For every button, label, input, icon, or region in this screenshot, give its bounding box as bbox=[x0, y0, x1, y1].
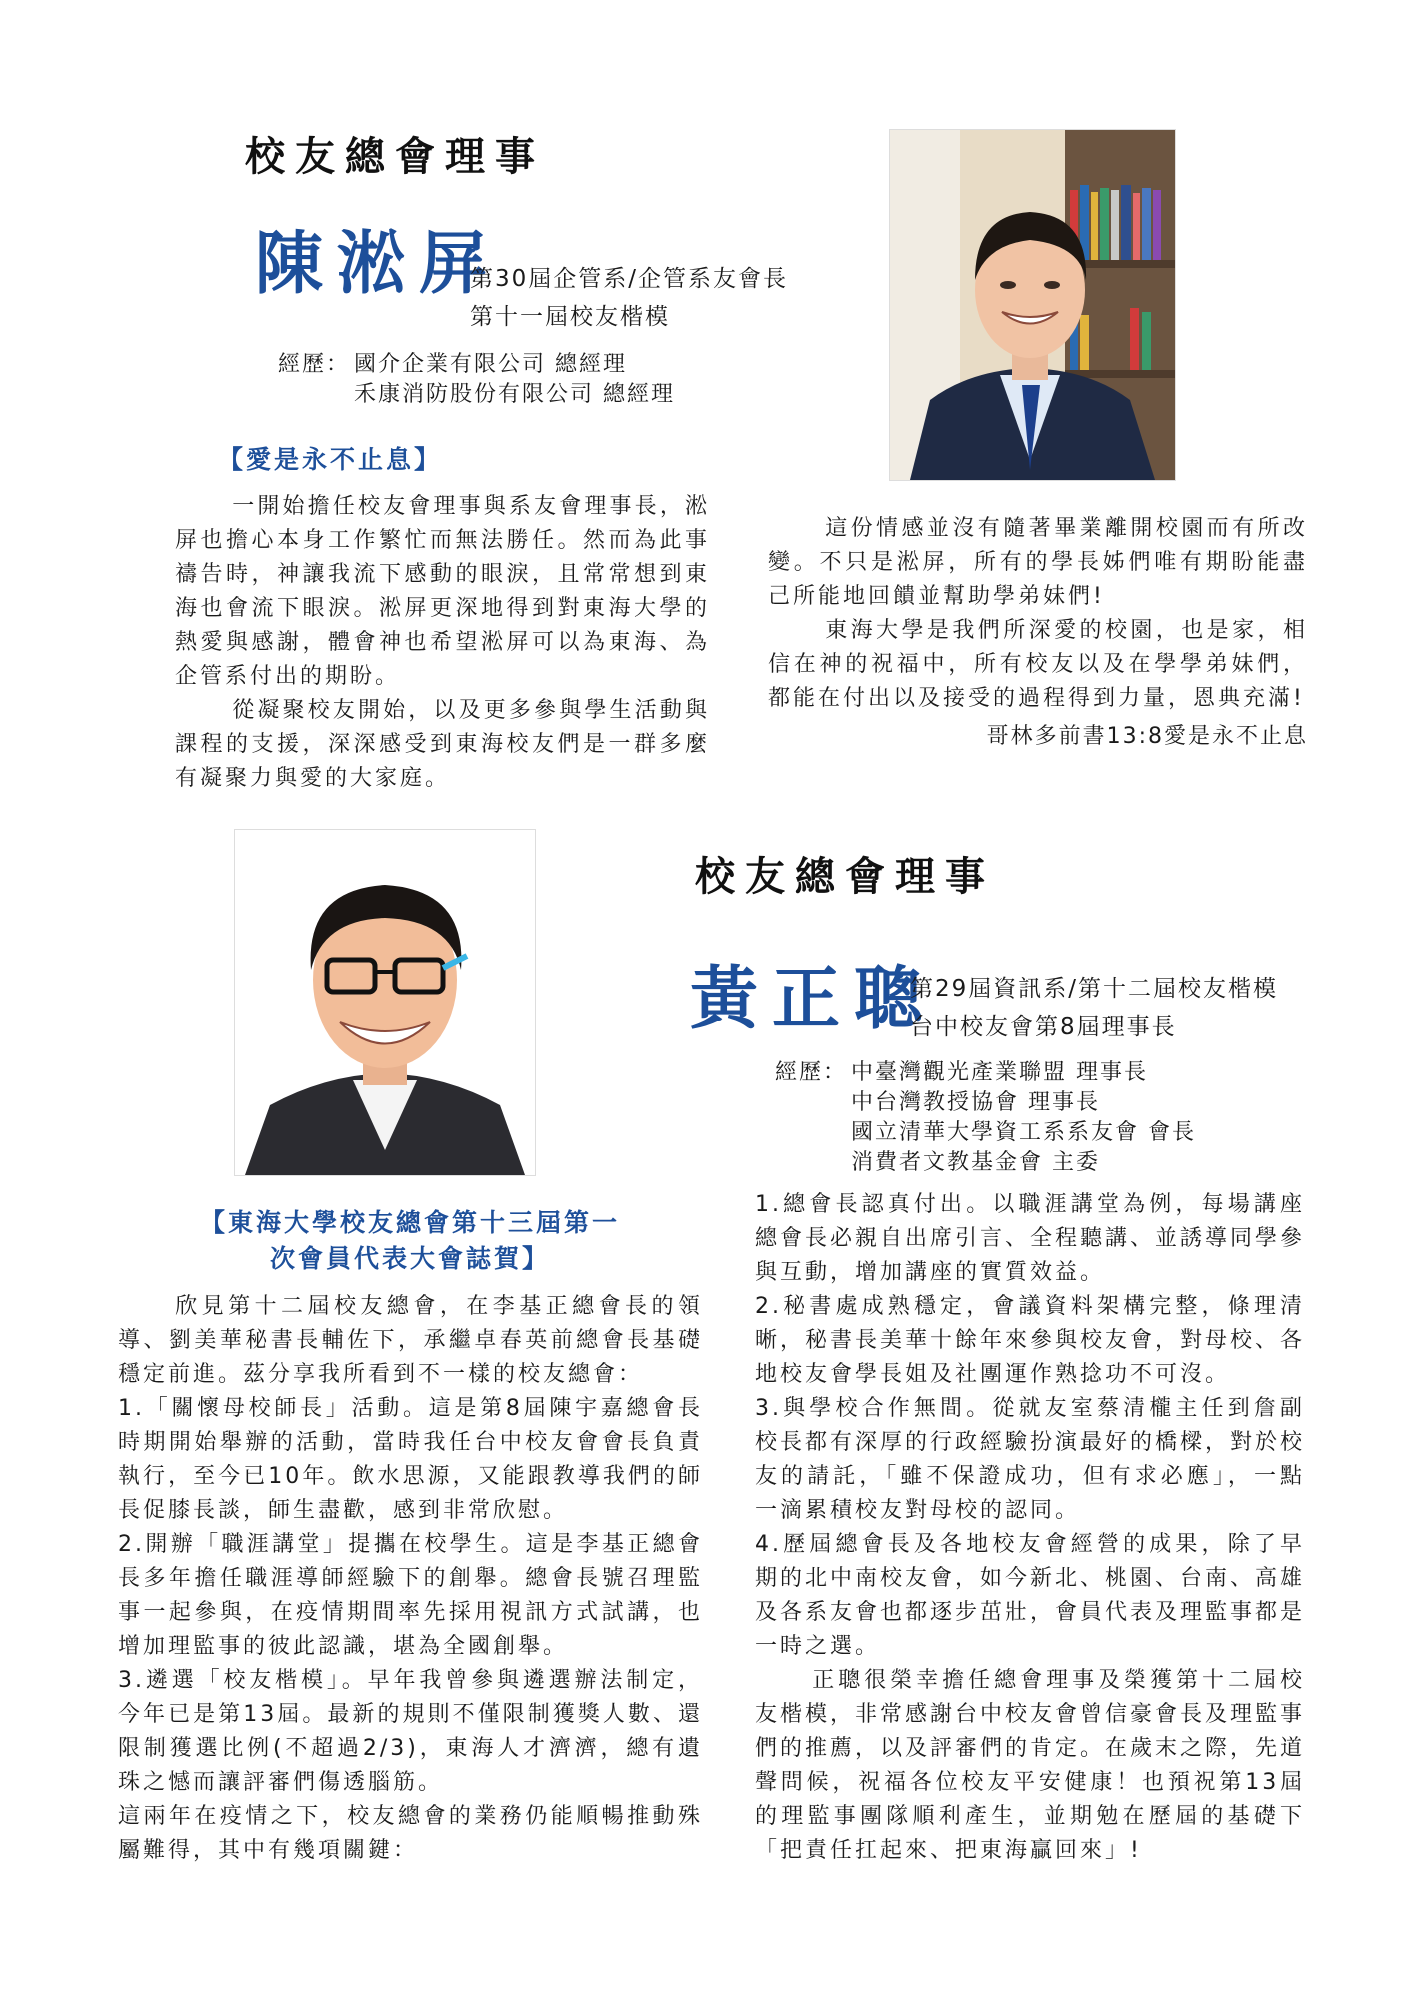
paragraph: 這兩年在疫情之下，校友總會的業務仍能順暢推動殊屬難得，其中有幾項關鍵： bbox=[118, 1804, 703, 1863]
paragraph: 欣見第十二屆校友總會，在李基正總會長的領導、劉美華秘書長輔佐下，承繼卓春英前總會長基礎穩定前進。茲分享我所看到不一樣的校友總會： bbox=[118, 1294, 703, 1387]
profile-subtitle-2 bbox=[910, 970, 1278, 1046]
article-1-right-column bbox=[768, 512, 1308, 754]
paragraph: 4.歷屆總會長及各地校友會經營的成果，除了早期的北中南校友會，如今新北、桃園、台南、高雄及各系友會也都逐步茁壯，會員代表及理監事都是一時之選。 bbox=[755, 1532, 1306, 1659]
paragraph: 正聰很榮幸擔任總會理事及榮獲第十二屆校友楷模，非常感謝台中校友會曾信豪會長及理監事們的推薦，以及評審們的肯定。在歲末之際，先道聲問候，祝福各位校友平安健康！也預祝第13屆的理監事團隊順利產生，並期勉在歷屆的基礎下「把責任扛起來、把東海贏回來」! bbox=[755, 1668, 1306, 1863]
paragraph: 東海大學是我們所深愛的校園，也是家，相信在神的祝福中，所有校友以及在學學弟妹們，都能在付出以及接受的過程得到力量，恩典充滿! bbox=[768, 618, 1308, 711]
paragraph: 這份情感並沒有隨著畢業離開校園而有所改變。不只是淞屏，所有的學長姊們唯有期盼能盡己所能地回饋並幫助學弟妹們! bbox=[768, 516, 1308, 609]
section-title-2: 校友總會理事 bbox=[695, 853, 995, 900]
section-title-1: 校友總會理事 bbox=[245, 133, 545, 180]
experience-item: 國立清華大學資工系系友會 會長 bbox=[851, 1120, 1196, 1145]
experience-item: 國介企業有限公司 總經理 bbox=[354, 352, 627, 377]
experience-item: 中台灣教授協會 理事長 bbox=[851, 1090, 1100, 1115]
paragraph: 2.秘書處成熟穩定，會議資料架構完整，條理清晰，秘書長美華十餘年來參與校友會，對母校、各地校友會學長姐及社團運作熟捻功不可沒。 bbox=[755, 1294, 1306, 1387]
experience-item: 禾康消防股份有限公司 總經理 bbox=[354, 382, 675, 407]
heading-line: 次會員代表大會誌賀】 bbox=[269, 1244, 550, 1273]
profile-subtitle-1 bbox=[470, 260, 788, 336]
profile-name-2: 黃正聰 bbox=[690, 959, 937, 1039]
paragraph: 1.總會長認真付出。以職涯講堂為例，每場講座總會長必親自出席引言、全程聽講、並誘導同學參與互動，增加講座的實質效益。 bbox=[755, 1192, 1306, 1285]
article-2-right-column bbox=[755, 1188, 1305, 1868]
subtitle-line: 第十一屆校友楷模 bbox=[470, 304, 670, 330]
experience-label: 經歷： bbox=[775, 1060, 848, 1085]
experience-item: 消費者文教基金會 主委 bbox=[851, 1150, 1100, 1175]
article-1-left-column bbox=[175, 490, 710, 796]
subtitle-line: 第29屆資訊系/第十二屆校友楷模 bbox=[910, 976, 1279, 1002]
heading-line: 【東海大學校友總會第十三屆第一 bbox=[199, 1208, 620, 1237]
experience-block-1 bbox=[278, 350, 675, 410]
portrait-photo-1 bbox=[890, 130, 1175, 480]
experience-block-2 bbox=[775, 1058, 1196, 1178]
paragraph: 一開始擔任校友會理事與系友會理事長，淞屏也擔心本身工作繁忙而無法勝任。然而為此事禱告時，神讓我流下感動的眼淚，且常常想到東海也會流下眼淚。淞屏更深地得到對東海大學的熱愛與感謝，體會神也希望淞屏可以為東海、為企管系付出的期盼。 bbox=[175, 494, 710, 689]
portrait-illustration bbox=[890, 130, 1175, 480]
article-heading-2 bbox=[150, 1205, 670, 1277]
experience-item: 中臺灣觀光產業聯盟 理事長 bbox=[851, 1060, 1148, 1085]
subtitle-line: 第30屆企管系/企管系友會長 bbox=[470, 266, 789, 292]
article-heading-1: 【愛是永不止息】 bbox=[218, 445, 443, 474]
portrait-illustration bbox=[235, 830, 535, 1175]
bible-quote: 哥林多前書13:8愛是永不止息 bbox=[986, 724, 1308, 749]
paragraph: 3.遴選「校友楷模」。早年我曾參與遴選辦法制定，今年已是第13屆。最新的規則不僅限制獲獎人數、還限制獲選比例(不超過2/3)，東海人才濟濟，總有遺珠之憾而讓評審們傷透腦筋。 bbox=[118, 1668, 703, 1795]
paragraph: 3.與學校合作無間。從就友室蔡清櫳主任到詹副校長都有深厚的行政經驗扮演最好的橋樑，對於校友的請託，「雖不保證成功，但有求必應」，一點一滴累積校友對母校的認同。 bbox=[755, 1396, 1306, 1523]
paragraph: 1.「關懷母校師長」活動。這是第8屆陳宇嘉總會長時期開始舉辦的活動，當時我任台中校友會會長負責執行，至今已10年。飲水思源，又能跟教導我們的師長促膝長談，師生盡歡，感到非常欣慰。 bbox=[118, 1396, 703, 1523]
paragraph: 2.開辦「職涯講堂」提攜在校學生。這是李基正總會長多年擔任職涯導師經驗下的創舉。總會長號召理監事一起參與，在疫情期間率先採用視訊方式試講，也增加理監事的彼此認識，堪為全國創舉。 bbox=[118, 1532, 703, 1659]
portrait-photo-2 bbox=[235, 830, 535, 1175]
subtitle-line: 台中校友會第8屆理事長 bbox=[910, 1014, 1177, 1040]
profile-name-1: 陳淞屏 bbox=[255, 224, 502, 304]
experience-label: 經歷： bbox=[278, 352, 351, 377]
article-2-left-column bbox=[118, 1290, 703, 1868]
paragraph: 從凝聚校友開始，以及更多參與學生活動與課程的支援，深深感受到東海校友們是一群多麼有凝聚力與愛的大家庭。 bbox=[175, 698, 710, 791]
